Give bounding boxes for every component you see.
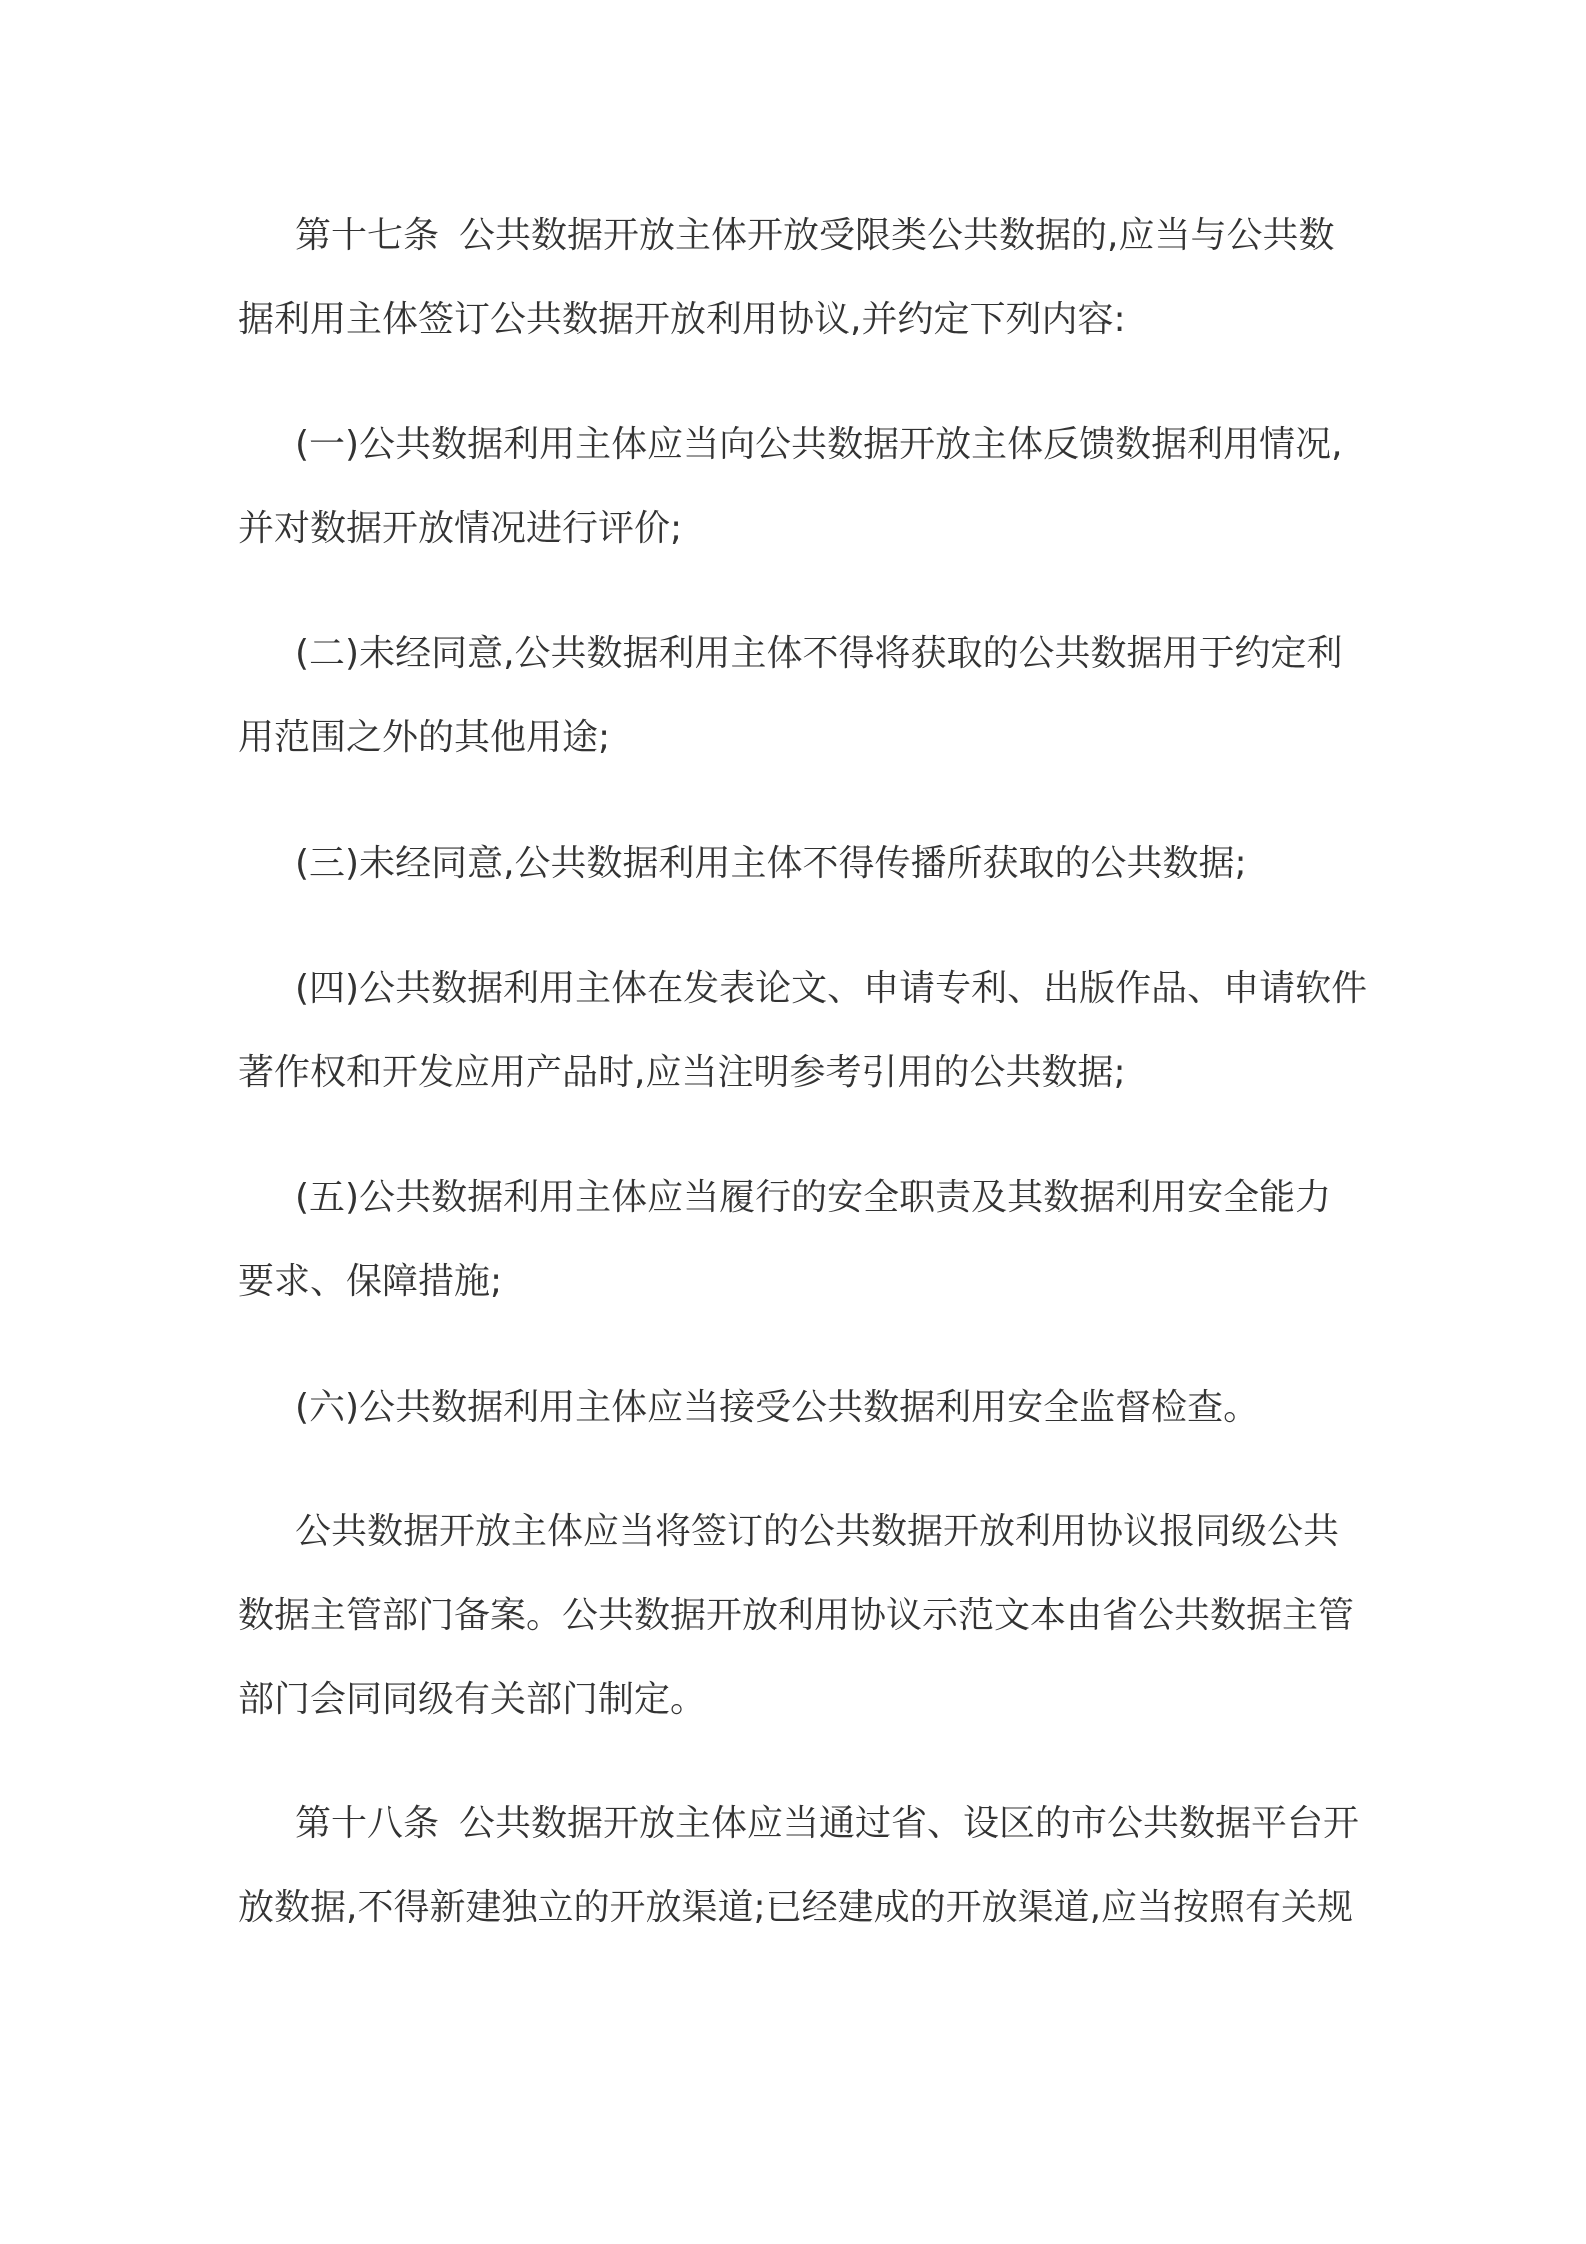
paragraph-line: 用范围之外的其他用途; [238,717,611,758]
paragraph-line: 并对数据开放情况进行评价; [238,508,683,549]
paragraph-line: (一)公共数据利用主体应当向公共数据开放主体反馈数据利用情况, [295,424,1343,465]
paragraph-line: (六)公共数据利用主体应当接受公共数据利用安全监督检查。 [295,1387,1260,1428]
paragraph-item-6 [238,1366,1350,1450]
paragraph-line [238,194,1350,278]
paragraph-article-17 [238,194,1350,362]
article-number: 第十七条 [295,215,440,256]
paragraph-item-2 [238,612,1350,780]
paragraph-line: 公共数据开放主体应当将签订的公共数据开放利用协议报同级公共 [295,1511,1340,1552]
paragraph-line: 据利用主体签订公共数据开放利用协议,并约定下列内容: [238,299,1126,340]
paragraph-item-5 [238,1156,1350,1324]
paragraph-line: (四)公共数据利用主体在发表论文、申请专利、出版作品、申请软件 [295,968,1368,1009]
paragraph-line: (五)公共数据利用主体应当履行的安全职责及其数据利用安全能力 [295,1177,1332,1218]
line-text: 公共数据开放主体开放受限类公共数据的,应当与公共数 [459,215,1335,256]
paragraph-item-1 [238,403,1350,571]
paragraph-line: 数据主管部门备案。公共数据开放利用协议示范文本由省公共数据主管 [238,1595,1355,1636]
article-number: 第十八条 [295,1803,440,1844]
paragraph-item-4 [238,947,1368,1115]
paragraph-filing [238,1490,1355,1742]
paragraph-line: (三)未经同意,公共数据利用主体不得传播所获取的公共数据; [295,843,1247,884]
paragraph-line: 放数据,不得新建独立的开放渠道;已经建成的开放渠道,应当按照有关规 [238,1887,1354,1928]
paragraph-line: 要求、保障措施; [238,1261,503,1302]
paragraph-item-3 [238,822,1350,906]
paragraph-line: 著作权和开发应用产品时,应当注明参考引用的公共数据; [238,1052,1126,1093]
paragraph-article-18 [238,1782,1360,1950]
paragraph-line: 部门会同同级有关部门制定。 [238,1679,707,1720]
line-text: 公共数据开放主体应当通过省、设区的市公共数据平台开 [459,1803,1360,1844]
paragraph-line: (二)未经同意,公共数据利用主体不得将获取的公共数据用于约定利 [295,633,1343,674]
paragraph-line [238,1782,1360,1866]
